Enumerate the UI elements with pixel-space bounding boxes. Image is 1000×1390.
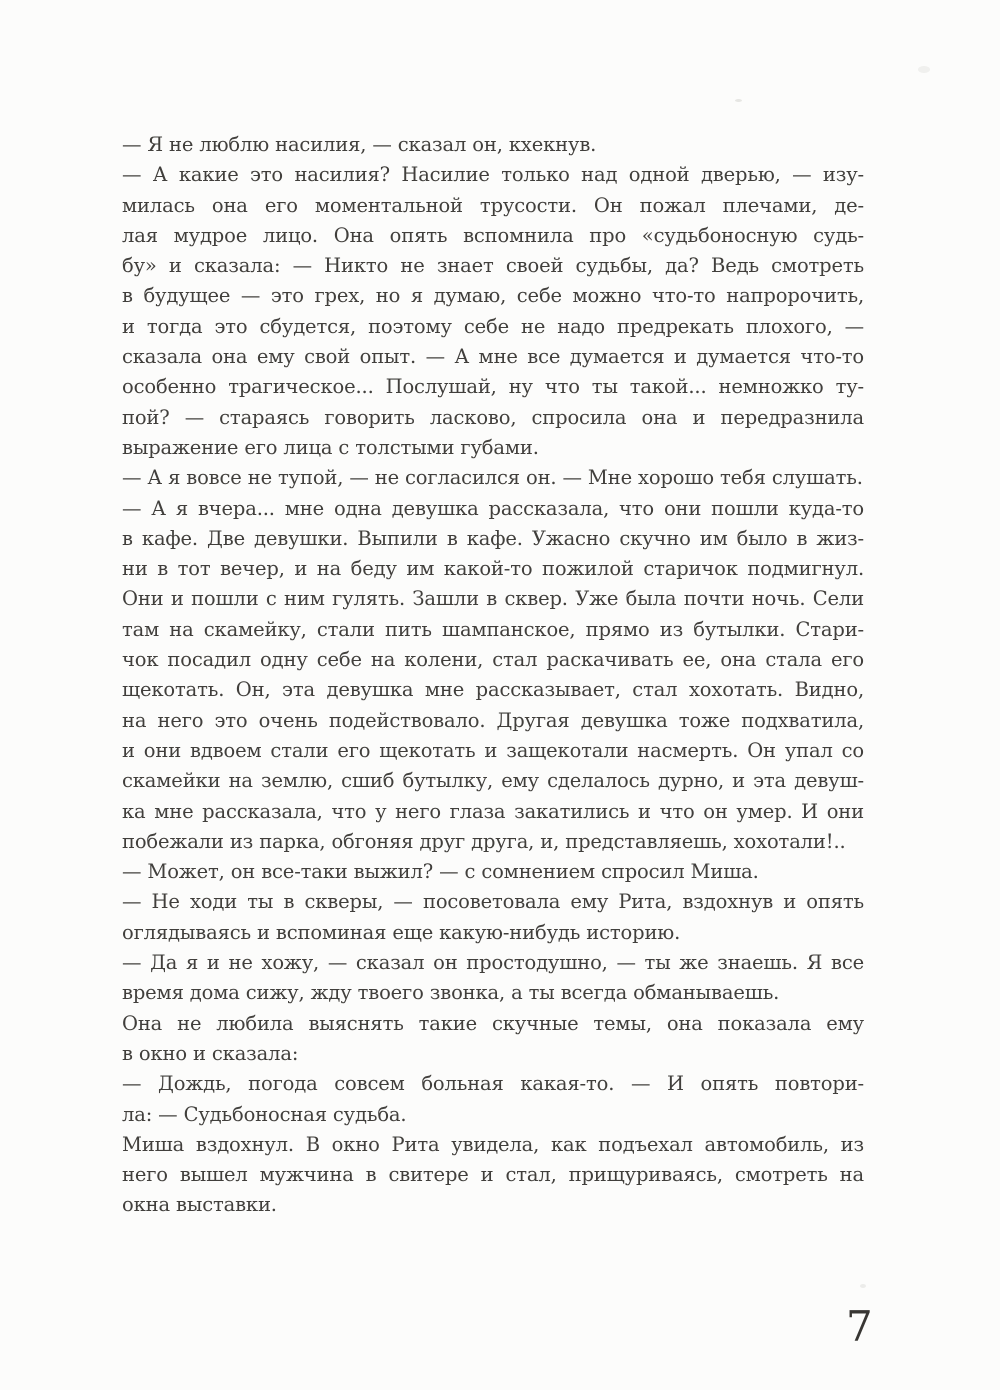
text-line: сказала она ему свой опыт. — А мне все думается и думается что-то bbox=[122, 345, 864, 369]
text-line: скамейки на землю, сшиб бутылку, ему сделалось дурно, и эта девуш- bbox=[122, 769, 864, 793]
text-line: — Дождь, погода совсем больная какая-то. — И опять повтори- bbox=[122, 1072, 864, 1096]
text-line: лая мудрое лицо. Она опять вспомнила про «судьбоносную судь- bbox=[122, 223, 864, 247]
text-line: выражение его лица с толстыми губами. bbox=[122, 435, 539, 459]
text-line: бу» и сказала: — Никто не знает своей судьбы, да? Ведь смотреть bbox=[122, 254, 864, 278]
text-line: — А я вовсе не тупой, — не согласился он. — Мне хорошо тебя слушать. bbox=[122, 466, 863, 490]
text-line: ла: — Судьбоносная судьба. bbox=[122, 1102, 407, 1126]
text-line: чок посадил одну себе на колени, стал раскачивать ее, она стала его bbox=[122, 648, 864, 672]
text-line: Миша вздохнул. В окно Рита увидела, как подъехал автомобиль, из bbox=[122, 1132, 864, 1156]
text-line: и они вдвоем стали его щекотать и защекотали насмерть. Он упал со bbox=[122, 738, 864, 762]
text-line: в окно и сказала: bbox=[122, 1041, 299, 1065]
text-line: на него это очень подействовало. Другая девушка тоже подхватила, bbox=[122, 708, 864, 732]
text-line: ни в тот вечер, и на беду им какой-то пожилой старичок подмигнул. bbox=[122, 557, 864, 581]
scan-speck bbox=[735, 99, 742, 102]
text-line: окна выставки. bbox=[122, 1193, 277, 1217]
text-line: там на скамейку, стали пить шампанское, прямо из бутылки. Стари- bbox=[122, 617, 864, 641]
text-line: — Может, он все-таки выжил? — с сомнением спросил Миша. bbox=[122, 860, 759, 884]
text-line: щекотать. Он, эта девушка мне рассказывает, стал хохотать. Видно, bbox=[122, 678, 864, 702]
text-line: побежали из парка, обгоняя друг друга, и, представляешь, хохотали!.. bbox=[122, 829, 846, 853]
text-line: Она не любила выяснять такие скучные темы, она показала ему bbox=[122, 1011, 864, 1035]
text-line: милась она его моментальной трусости. Он пожал плечами, де- bbox=[122, 193, 864, 217]
text-line: время дома сижу, жду твоего звонка, а ты всегда обманываешь. bbox=[122, 981, 780, 1005]
text-line: в кафе. Две девушки. Выпили в кафе. Ужасно скучно им было в жиз- bbox=[122, 526, 864, 550]
text-line: оглядываясь и вспоминая еще какую-нибудь историю. bbox=[122, 920, 681, 944]
scan-speck bbox=[918, 66, 930, 73]
text-line: него вышел мужчина в свитере и стал, прищуриваясь, смотреть на bbox=[122, 1163, 864, 1187]
scan-speck bbox=[860, 1284, 866, 1288]
text-line: пой? — стараясь говорить ласково, спросила она и передразнила bbox=[122, 405, 864, 429]
text-line: в будущее — это грех, но я думаю, себе можно что-то напророчить, bbox=[122, 284, 864, 308]
text-line: — Да я и не хожу, — сказал он простодушно, — ты же знаешь. Я все bbox=[122, 951, 864, 975]
text-line: ка мне рассказала, что у него глаза закатились и что он умер. И они bbox=[122, 799, 864, 823]
text-line: и тогда это сбудется, поэтому себе не надо предрекать плохого, — bbox=[122, 314, 864, 338]
text-line: особенно трагическое... Послушай, ну что ты такой... немножко ту- bbox=[122, 375, 864, 399]
text-line: — А я вчера... мне одна девушка рассказала, что они пошли куда-то bbox=[122, 496, 864, 520]
text-line: — Не ходи ты в скверы, — посоветовала ему Рита, вздохнув и опять bbox=[122, 890, 864, 914]
text-line: Они и пошли с ним гулять. Зашли в сквер. Уже была почти ночь. Сели bbox=[122, 587, 864, 611]
page-number: 7 bbox=[846, 1302, 873, 1351]
text-line: — А какие это насилия? Насилие только над одной дверью, — изу- bbox=[122, 163, 864, 187]
text-line: — Я не люблю насилия, — сказал он, кхекнув. bbox=[122, 133, 597, 156]
body-text bbox=[122, 130, 864, 1221]
